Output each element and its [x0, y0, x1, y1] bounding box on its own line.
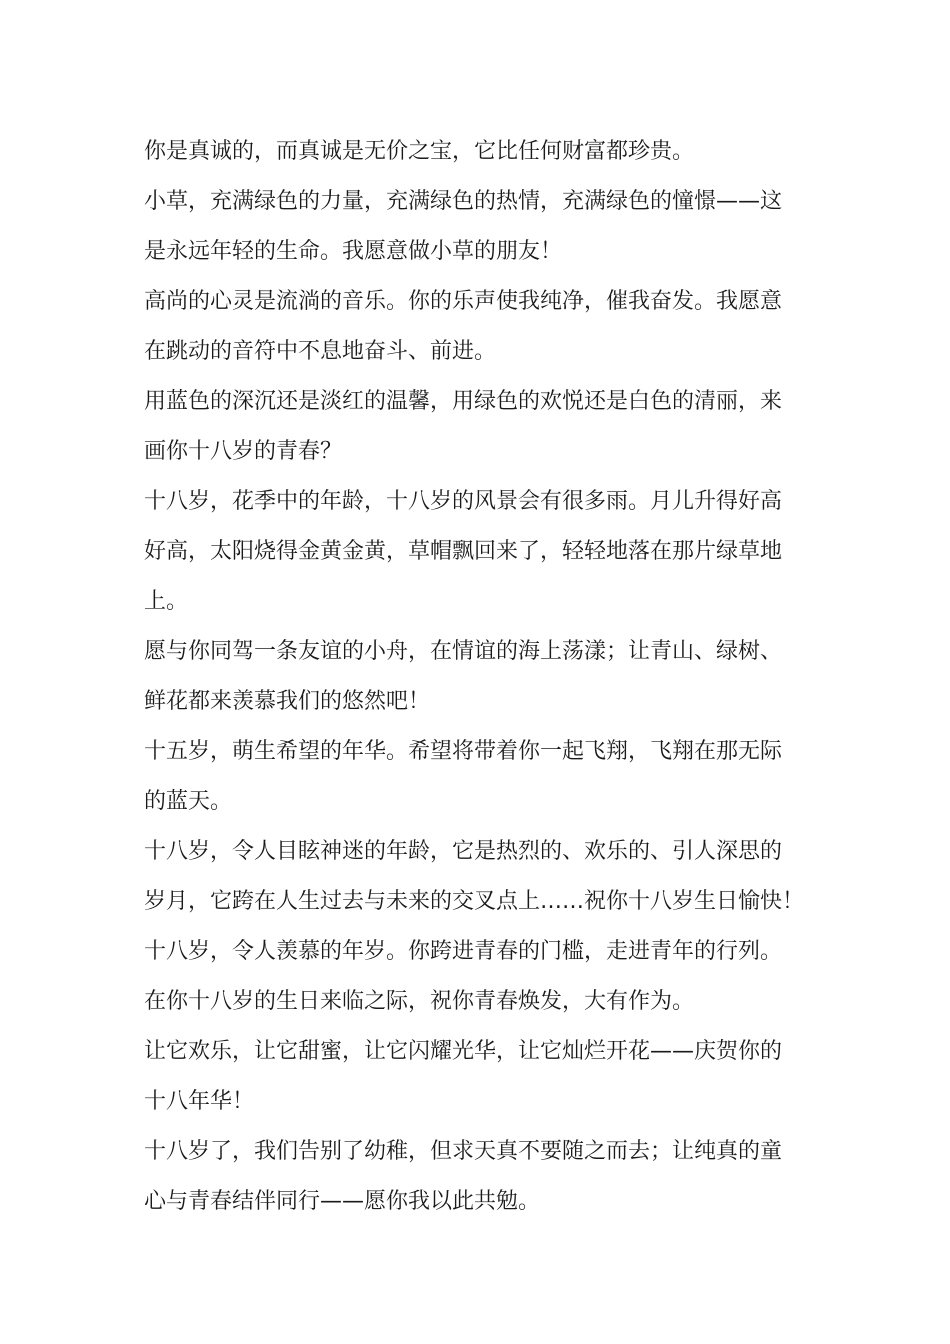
- paragraph-line: 是永远年轻的生命。我愿意做小草的朋友！: [144, 239, 563, 264]
- paragraph-line: 在你十八岁的生日来临之际，祝你青春焕发，大有作为。: [144, 989, 695, 1014]
- paragraph-line: 十八岁，令人目眩神迷的年龄，它是热烈的、欢乐的、引人深思的: [144, 839, 783, 864]
- paragraph-6: [144, 627, 810, 727]
- paragraph-line: 用蓝色的深沉还是淡红的温馨，用绿色的欢悦还是白色的清丽，来: [144, 389, 783, 414]
- paragraph-line: 十八年华！: [144, 1089, 255, 1114]
- paragraph-line: 十八岁，花季中的年龄，十八岁的风景会有很多雨。月儿升得好高: [144, 489, 783, 514]
- document-body: [144, 127, 810, 1227]
- paragraph-4: [144, 377, 810, 477]
- paragraph-line: 十五岁，萌生希望的年华。希望将带着你一起飞翔，飞翔在那无际: [144, 739, 783, 764]
- paragraph-3: [144, 277, 810, 377]
- paragraph-line: 心与青春结伴同行——愿你我以此共勉。: [144, 1189, 541, 1214]
- paragraph-line: 鲜花都来羡慕我们的悠然吧！: [144, 689, 431, 714]
- paragraph-1: [144, 127, 810, 177]
- paragraph-7: [144, 727, 810, 827]
- paragraph-line: 岁月，它跨在人生过去与未来的交叉点上……祝你十八岁生日愉快！: [144, 889, 805, 914]
- paragraph-line: 你是真诚的，而真诚是无价之宝，它比任何财富都珍贵。: [144, 139, 695, 164]
- paragraph-2: [144, 177, 810, 277]
- paragraph-10: [144, 1027, 810, 1127]
- paragraph-8: [144, 827, 810, 927]
- paragraph-line: 十八岁了，我们告别了幼稚，但求天真不要随之而去；让纯真的童: [144, 1139, 783, 1164]
- paragraph-line: 的蓝天。: [144, 789, 233, 814]
- paragraph-line: 上。: [144, 589, 189, 614]
- paragraph-line: 高尚的心灵是流淌的音乐。你的乐声使我纯净，催我奋发。我愿意: [144, 289, 783, 314]
- paragraph-line: 好高，太阳烧得金黄金黄，草帽飘回来了，轻轻地落在那片绿草地: [144, 539, 783, 564]
- paragraph-line: 在跳动的音符中不息地奋斗、前进。: [144, 339, 497, 364]
- paragraph-line: 小草，充满绿色的力量，充满绿色的热情，充满绿色的憧憬——这: [144, 189, 783, 214]
- paragraph-line: 画你十八岁的青春？: [144, 439, 343, 464]
- paragraph-line: 十八岁，令人羡慕的年岁。你跨进青春的门槛，走进青年的行列。: [144, 939, 783, 964]
- paragraph-11: [144, 1127, 810, 1227]
- paragraph-9: [144, 927, 810, 1027]
- paragraph-line: 愿与你同驾一条友谊的小舟，在情谊的海上荡漾；让青山、绿树、: [144, 639, 783, 664]
- paragraph-5: [144, 477, 810, 627]
- paragraph-line: 让它欢乐，让它甜蜜，让它闪耀光华，让它灿烂开花——庆贺你的: [144, 1039, 783, 1064]
